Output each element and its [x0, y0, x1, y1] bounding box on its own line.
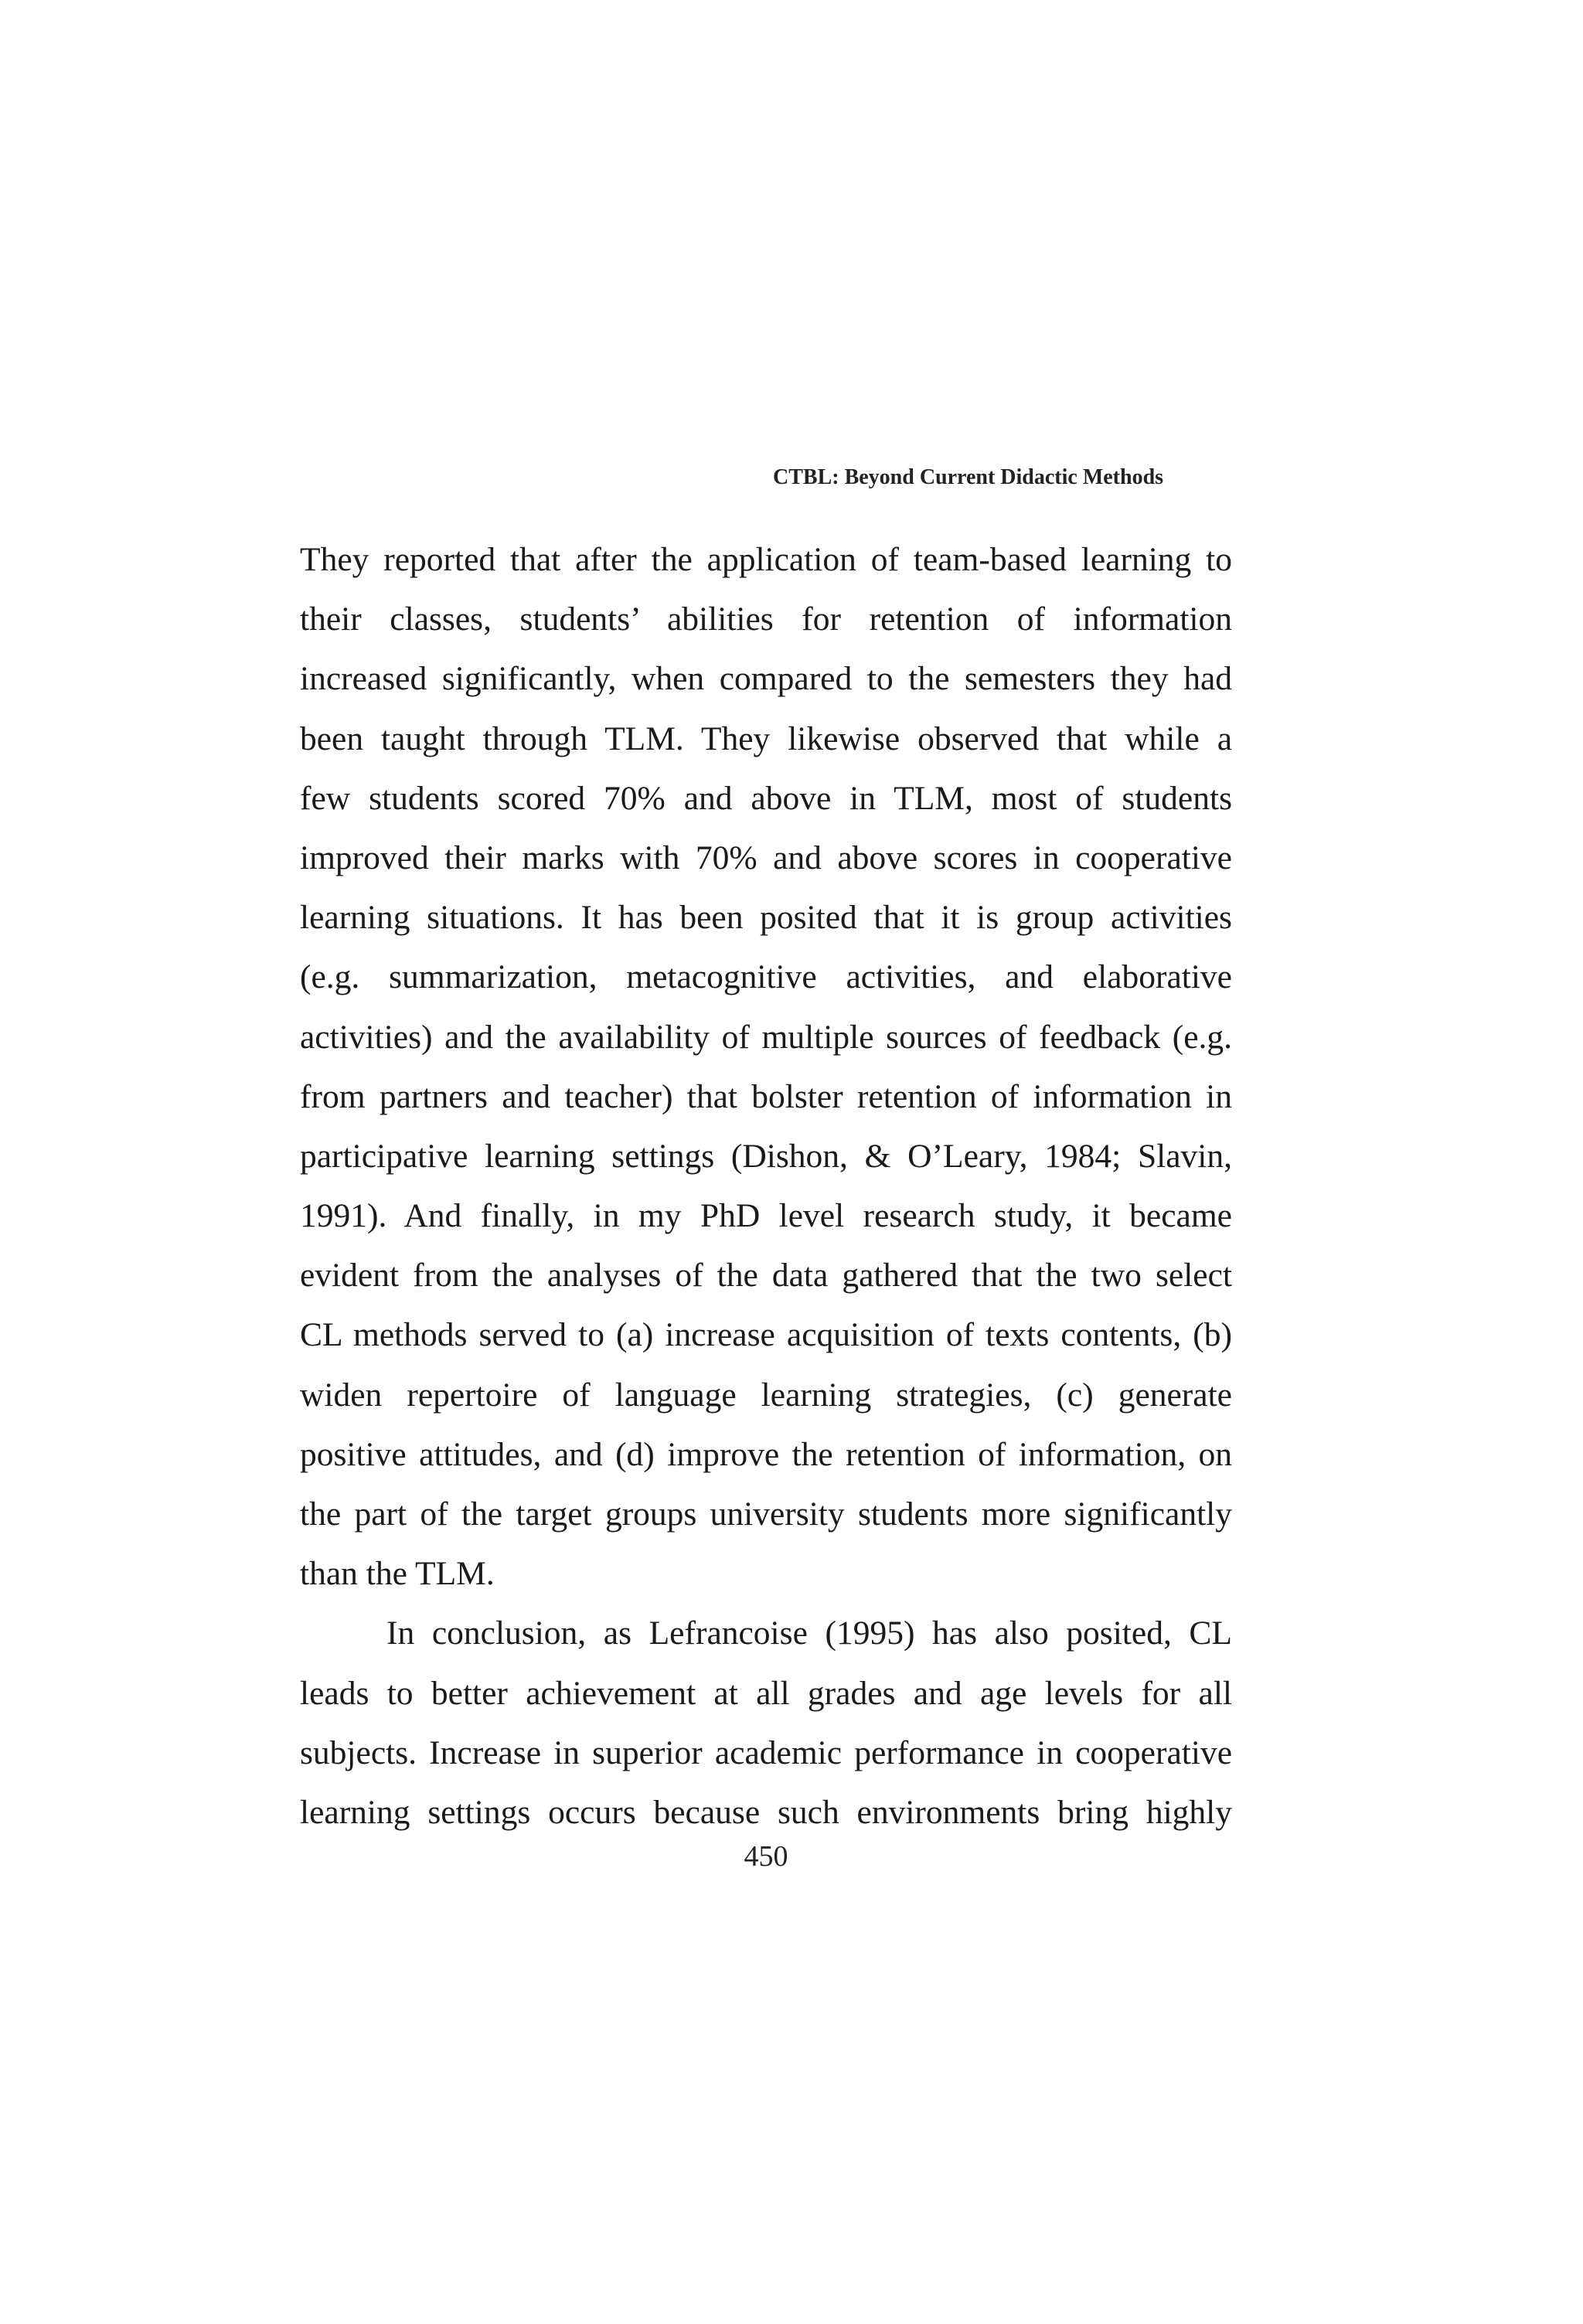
- text-line: subjects. Increase in superior academic performance in cooperative: [300, 1734, 1232, 1771]
- text-line: In conclusion, as Lefrancoise (1995) has also posited, CL: [386, 1615, 1232, 1652]
- text-line: learning settings occurs because such environments bring highly: [300, 1793, 1232, 1831]
- text-line: (e.g. summarization, metacognitive activities, and elaborative: [300, 958, 1232, 996]
- text-line: increased significantly, when compared to the semesters they had: [300, 660, 1232, 698]
- text-line: widen repertoire of language learning strategies, (c) generate: [300, 1376, 1232, 1414]
- paragraph-1: [300, 530, 1232, 1604]
- text-line: their classes, students’ abilities for retention of information: [300, 601, 1232, 638]
- text-line: from partners and teacher) that bolster retention of information in: [300, 1077, 1232, 1115]
- text-line: than the TLM.: [300, 1555, 495, 1593]
- text-line: been taught through TLM. They likewise observed that while a: [300, 720, 1232, 757]
- text-line: CL methods served to (a) increase acquisition of texts contents, (b): [300, 1316, 1232, 1354]
- page-number: 450: [744, 1840, 788, 1873]
- body-text: [300, 530, 1232, 1843]
- text-line: the part of the target groups university students more significantly: [300, 1495, 1232, 1533]
- running-header: CTBL: Beyond Current Didactic Methods: [773, 465, 1164, 489]
- text-line: activities) and the availability of multiple sources of feedback (e.g.: [300, 1018, 1232, 1056]
- text-line: improved their marks with 70% and above scores in cooperative: [300, 839, 1232, 876]
- text-line: learning situations. It has been posited that it is group activities: [300, 899, 1232, 937]
- text-line: few students scored 70% and above in TLM, most of students: [300, 779, 1232, 817]
- text-line: leads to better achievement at all grades and age levels for all: [300, 1674, 1232, 1712]
- text-line: evident from the analyses of the data gathered that the two select: [300, 1257, 1232, 1295]
- text-line: positive attitudes, and (d) improve the retention of information, on: [300, 1435, 1232, 1473]
- text-line: They reported that after the application of team-based learning to: [300, 541, 1232, 578]
- text-line: 1991). And finally, in my PhD level research study, it became: [300, 1197, 1232, 1235]
- text-line: participative learning settings (Dishon, & O’Leary, 1984; Slavin,: [300, 1137, 1232, 1175]
- paragraph-2: [300, 1604, 1232, 1843]
